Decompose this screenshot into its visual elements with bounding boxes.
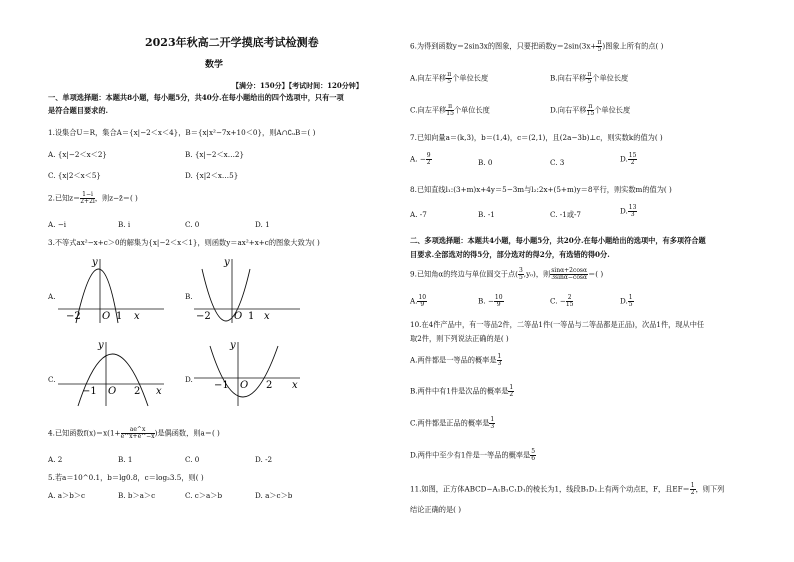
q4-option-a: A. 2 <box>48 455 63 464</box>
q10-option-b: B.两件中有1件是次品的概率是 $\frac{1}{2}$ <box>410 384 514 398</box>
q3d-tick-1: −1 <box>214 380 229 391</box>
q8-option-a: A. -7 <box>410 210 427 219</box>
q4-stem-pre: 4.已知函数f(x)＝x(1+ <box>48 428 121 438</box>
q1-option-b: B. {x|−2＜x…2} <box>185 150 245 159</box>
q6-option-b: B.向右平移 $\frac{\pi}{5}$ 个单位长度 <box>550 71 629 85</box>
q7-option-a: A. − $\frac{9}{2}$ <box>410 152 431 166</box>
q11-stem-line2: 结论正确的是( ) <box>410 505 462 514</box>
q8-option-d: D. $\frac{13}{3}$ <box>620 204 637 218</box>
q1-option-d: D. {x|2＜x…5} <box>185 171 239 180</box>
q9-option-b: B. − $\frac{10}{9}$ <box>478 294 503 308</box>
section2-heading-line2: 目要求.全部选对的得5分，部分选对的得2分，有选错的得0分. <box>410 250 610 259</box>
q4-option-b: B. 1 <box>118 455 133 464</box>
q2-stem-post: ，则z−z̄＝( ) <box>94 193 138 203</box>
q3a-origin-label: O <box>102 311 111 322</box>
q4-stem-post: )是偶函数，则a＝( ) <box>154 428 220 438</box>
q3-option-c: C. <box>48 375 56 384</box>
section1-heading: 一、单项选择题：本题共8小题，每小题5分，共40分.在每小题给出的四个选项中，只有一项 <box>48 93 344 102</box>
exam-title: 2023年秋高二开学摸底考试检测卷 <box>145 36 319 49</box>
q9-option-a: A. $\frac{10}{9}$ <box>410 294 427 308</box>
q5-option-a: A. a＞b＞c <box>48 491 86 500</box>
q3a-y-label: y <box>92 257 98 268</box>
q6-option-d: D.向右平移 $\frac{\pi}{15}$ 个单位长度 <box>550 103 631 117</box>
q7-option-d: D. $\frac{15}{2}$ <box>620 152 637 166</box>
q3d-y-label: y <box>230 340 236 351</box>
q3d-origin-label: O <box>240 380 249 391</box>
q6-stem-pre: 6.为得到函数y＝2sin3x的图象，只要把函数y＝2sin(3x+ <box>410 41 597 51</box>
q10-stem-line1: 10.在4件产品中，有一等品2件，二等品1件(一等品与二等品都是正品)，次品1件，现从中任 <box>410 320 705 329</box>
q10-option-a: A.两件都是一等品的概率是 $\frac{1}{3}$ <box>410 353 502 367</box>
q1-option-c: C. {x|2＜x＜5} <box>48 171 102 180</box>
q3b-tick-2: 1 <box>248 311 255 322</box>
q3d-tick-2: 2 <box>266 380 273 391</box>
q2-option-d: D. 1 <box>255 220 270 229</box>
q3c-origin-label: O <box>108 386 117 397</box>
q8-option-c: C. -1或-7 <box>550 210 582 219</box>
q3b-tick-1: −2 <box>196 311 211 322</box>
q2-stem <box>48 192 138 205</box>
q3-graph-a <box>56 255 166 325</box>
q6-stem <box>410 40 663 53</box>
q3c-tick-1: −1 <box>82 386 97 397</box>
q11-stem: 11.如图，正方体ABCD−A₁B₁C₁D₁的棱长为1，线段B₁D₁上有两个动点E，F，且EF＝ $\frac{1}{2}$ ，则下列 <box>410 482 725 496</box>
q9-option-d: D. $\frac{1}{5}$ <box>620 294 633 308</box>
q5-stem: 5.若a＝10^0.1，b＝lg0.8，c＝log₂3.5，则( ) <box>48 473 204 482</box>
q6-option-a: A.向左平移 $\frac{\pi}{5}$ 个单位长度 <box>410 71 489 85</box>
q4-stem <box>48 427 220 440</box>
q4-option-d: D. -2 <box>255 455 273 464</box>
q3-option-b: B. <box>185 292 193 301</box>
q8-option-b: B. -1 <box>478 210 495 219</box>
q7-stem: 7.已知向量a＝(k,3)，b＝(1,4)，c＝(2,1)，且(2a−3b)⊥c，则实数k的值为( ) <box>410 133 663 142</box>
q3a-x-label: x <box>134 311 140 322</box>
q4-fraction: $\frac{ae\^{}x}{e\^{}x+e\^{}-x}$ <box>120 426 155 440</box>
q3-graph-d <box>192 338 302 408</box>
q3c-x-label: x <box>156 386 162 397</box>
q3-option-d: D. <box>185 375 193 384</box>
q9-stem: 9.已知角α的终边与单位圆交于点( $\frac{3}{5}$ ,y₀)，则 $\frac{\sin\alpha+2\cos\alpha}{3\sin\alpha-\cos\alpha}$ ＝( ) <box>410 267 604 281</box>
q2-fraction: $\frac{1-i}{2+2i}$ <box>80 191 95 205</box>
subject-label: 数学 <box>205 60 224 70</box>
q5-option-b: B. b＞a＞c <box>118 491 156 500</box>
q3-option-a: A. <box>48 292 56 301</box>
q1-option-a: A. {x|−2＜x＜2} <box>48 150 107 159</box>
q2-option-a: A. −i <box>48 220 67 229</box>
q3c-y-label: y <box>98 340 104 351</box>
q8-stem: 8.已知直线l₁:(3+m)x+4y＝5−3m与l₂:2x+(5+m)y＝8平行，则实数m的值为( ) <box>410 185 672 194</box>
q3b-origin-label: O <box>234 311 243 322</box>
q5-option-d: D. a＞c＞b <box>255 491 293 500</box>
q2-option-c: C. 0 <box>185 220 200 229</box>
q1-stem: 1.设集合U＝R，集合A＝{x|−2＜x＜4}，B＝{x|x²−7x+10＜0}，则A∩∁ᵤB＝( ) <box>48 128 316 137</box>
q3c-tick-2: 2 <box>134 386 141 397</box>
q4-option-c: C. 0 <box>185 455 200 464</box>
q3-graph-b <box>192 255 302 325</box>
q10-option-c: C.两件都是正品的概率是 $\frac{1}{3}$ <box>410 416 495 430</box>
q10-stem-line2: 取2件，则下列说法正确的是( ) <box>410 334 509 343</box>
section1-heading-line2: 是符合题目要求的. <box>48 106 109 115</box>
q3b-y-label: y <box>224 257 230 268</box>
q3a-tick-1: −2 <box>66 311 81 322</box>
q10-option-d: D.两件中至少有1件是一等品的概率是 $\frac{5}{6}$ <box>410 448 536 462</box>
q9-option-c: C. − $\frac{2}{15}$ <box>550 294 574 308</box>
q3b-x-label: x <box>264 311 270 322</box>
q2-option-b: B. i <box>118 220 131 229</box>
q7-option-c: C. 3 <box>550 158 565 167</box>
exam-meta: 【满分：150分】【考试时间：120分钟】 <box>232 81 363 90</box>
q5-option-c: C. c＞a＞b <box>185 491 223 500</box>
q6-option-c: C.向左平移 $\frac{\pi}{15}$ 个单位长度 <box>410 103 490 117</box>
q3-graph-c <box>56 338 166 408</box>
q3-stem: 3.不等式ax²−x+c＞0的解集为{x|−2＜x＜1}，则函数y＝ax²+x+c的图象大致为( ) <box>48 238 320 247</box>
q3a-tick-2: 1 <box>116 311 123 322</box>
q7-option-b: B. 0 <box>478 158 493 167</box>
section2-heading: 二、多项选择题：本题共4小题，每小题5分，共20分.在每小题给出的选项中，有多项符合题 <box>410 236 706 245</box>
q2-stem-pre: 2.已知z＝ <box>48 193 81 203</box>
q3d-x-label: x <box>292 380 298 391</box>
q6-stem-fraction: $\frac{\pi}{5}$ <box>597 39 602 53</box>
q6-stem-post: )图象上所有的点( ) <box>602 41 664 51</box>
